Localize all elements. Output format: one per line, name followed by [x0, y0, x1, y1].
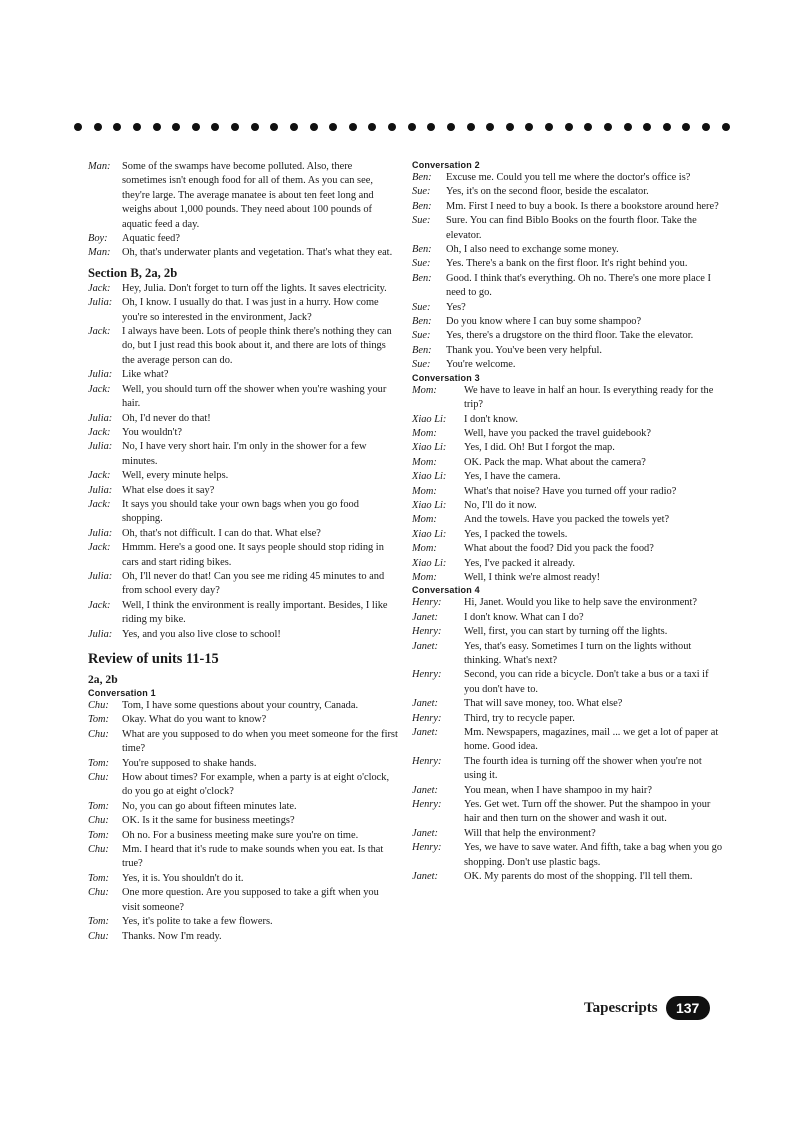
dialogue-text: Yes? — [446, 301, 466, 313]
dialogue-text: One more question. Are you supposed to take a gift when you visit someone? — [122, 887, 379, 913]
dialogue-line — [88, 570, 398, 599]
dialogue-line — [412, 243, 724, 257]
dialogue-text: Mm. Newspapers, magazines, mail ... we get a lot of paper at home. Good idea. — [464, 727, 719, 753]
dialogue-line — [88, 440, 398, 469]
dialogue-text: Oh, I know. I usually do that. I was just in a hurry. How come you're so interested in the environment, Jack? — [122, 297, 379, 323]
speaker-label: Jack: — [88, 282, 111, 294]
dialogue-line — [88, 426, 398, 440]
speaker-label: Janet: — [412, 871, 438, 883]
dialogue-text: No, you can go about fifteen minutes late. — [122, 800, 297, 812]
dialogue-line — [88, 713, 398, 727]
dialogue-line — [412, 329, 724, 343]
dialogue-text: Oh no. For a business meeting make sure you're on time. — [122, 829, 359, 841]
dialogue-text: Yes, there's a drugstore on the third floor. Take the elevator. — [446, 330, 694, 342]
dialogue-line — [412, 668, 724, 697]
dialogue-text: Oh, that's not difficult. I can do that. What else? — [122, 527, 321, 539]
rule-dot — [388, 123, 396, 131]
dialogue-line — [412, 784, 724, 798]
dialogue-text: Thanks. Now I'm ready. — [122, 930, 222, 942]
dialogue-line — [88, 296, 398, 325]
rule-dot — [525, 123, 533, 131]
dialogue-text: What else does it say? — [122, 484, 215, 496]
dialogue-line — [88, 541, 398, 570]
dialogue-line — [412, 640, 724, 669]
rule-dot — [211, 123, 219, 131]
speaker-label: Man: — [88, 247, 111, 259]
dialogue-text: Yes, that's easy. Sometimes I turn on the lights without thinking. What's next? — [464, 640, 692, 666]
dialogue-text: What's that noise? Have you turned off your radio? — [464, 485, 677, 497]
speaker-label: Jack: — [88, 498, 111, 510]
dialogue-text: Oh, I also need to exchange some money. — [446, 244, 619, 256]
dialogue-text: Hmmm. Here's a good one. It says people should stop riding in cars and start riding bikes. — [122, 542, 384, 568]
dialogue-line — [88, 829, 398, 843]
dialogue-line — [412, 315, 724, 329]
speaker-label: Chu: — [88, 728, 109, 740]
footer-label: Tapescripts — [584, 999, 658, 1016]
dialogue-text: Like what? — [122, 369, 169, 381]
speaker-label: Janet: — [412, 784, 438, 796]
sub-heading: 2a, 2b — [88, 673, 118, 686]
speaker-label: Julia: — [88, 412, 113, 424]
speaker-label: Julia: — [88, 369, 113, 381]
dialogue-text: Do you know where I can buy some shampoo? — [446, 316, 642, 328]
dialogue-line — [412, 185, 724, 199]
speaker-label: Xiao Li: — [412, 499, 447, 511]
dialogue-line — [412, 257, 724, 271]
dialogue-line — [412, 384, 724, 413]
dialogue-line — [88, 771, 398, 800]
speaker-label: Ben: — [412, 172, 432, 183]
speaker-label: Sue: — [412, 301, 431, 313]
speaker-label: Jack: — [88, 599, 111, 611]
dialogue-line — [88, 930, 398, 944]
speaker-label: Chu: — [88, 700, 109, 711]
speaker-label: Ben: — [412, 200, 432, 212]
conversation-heading: Conversation 1 — [88, 688, 156, 698]
dialogue-line — [412, 499, 724, 513]
dialogue-line — [88, 728, 398, 757]
dialogue-text: Well, first, you can start by turning off the lights. — [464, 626, 668, 638]
conversation-heading: Conversation 3 — [412, 372, 480, 383]
dialogue-text: It says you should take your own bags when you go food shopping. — [122, 498, 359, 525]
rule-dot — [368, 123, 376, 131]
dialogue-line — [88, 412, 398, 426]
rule-dot — [643, 123, 651, 131]
speaker-label: Mom: — [412, 514, 437, 526]
dialogue-line — [88, 886, 398, 915]
speaker-label: Julia: — [88, 441, 113, 453]
dialogue-text: Hey, Julia. Don't forget to turn off the lights. It saves electricity. — [122, 282, 387, 294]
speaker-label: Julia: — [88, 527, 113, 539]
dialogue-line — [88, 469, 398, 483]
rule-dot — [663, 123, 671, 131]
dialogue-text: Excuse me. Could you tell me where the doctor's office is? — [446, 172, 691, 183]
dialogue-text: The fourth idea is turning off the shower when you're not using it. — [464, 755, 702, 782]
speaker-label: Sue: — [412, 330, 431, 342]
rule-dot — [467, 123, 475, 131]
speaker-label: Jack: — [88, 426, 111, 438]
speaker-label: Xiao Li: — [412, 557, 447, 569]
dialogue-line — [88, 160, 398, 232]
rule-dot — [94, 123, 102, 131]
speaker-label: Chu: — [88, 772, 109, 784]
dialogue-line — [412, 528, 724, 542]
speaker-label: Julia: — [88, 484, 113, 496]
dialogue-text: We have to leave in half an hour. Is everything ready for the trip? — [464, 384, 714, 411]
speaker-label: Janet: — [412, 611, 438, 623]
dialogue-line — [88, 757, 398, 771]
speaker-label: Mom: — [412, 384, 437, 396]
dialogue-text: Thank you. You've been very helpful. — [446, 344, 602, 356]
speaker-label: Julia: — [88, 628, 113, 640]
speaker-label: Ben: — [412, 316, 432, 328]
dialogue-text: Oh, that's underwater plants and vegetation. That's what they eat. — [122, 247, 393, 259]
speaker-label: Henry: — [412, 597, 442, 609]
rule-dot — [290, 123, 298, 131]
speaker-label: Chu: — [88, 815, 109, 827]
dialogue-line — [412, 344, 724, 358]
rule-dot — [624, 123, 632, 131]
speaker-label: Tom: — [88, 714, 109, 726]
conversation-heading: Conversation 2 — [412, 160, 480, 170]
dialogue-text: What are you supposed to do when you meet someone for the first time? — [122, 728, 398, 755]
speaker-label: Sue: — [412, 215, 431, 227]
dialogue-line — [412, 611, 724, 625]
rule-dot — [113, 123, 121, 131]
dialogue-line — [412, 470, 724, 484]
dialogue-text: Yes, I have the camera. — [464, 471, 561, 483]
dialogue-text: Aquatic feed? — [122, 233, 180, 245]
dialogue-line — [412, 542, 724, 556]
dialogue-text: Well, every minute helps. — [122, 470, 229, 482]
dialogue-text: How about times? For example, when a party is at eight o'clock, do you go at eight o'clock? — [122, 772, 390, 798]
dialogue-line — [88, 325, 398, 368]
dialogue-text: Well, I think we're almost ready! — [464, 571, 601, 583]
speaker-label: Sue: — [412, 186, 431, 198]
dialogue-text: Yes, we have to save water. And fifth, take a bag when you go shopping. Don't use plastic bags. — [464, 842, 723, 868]
rule-dot — [329, 123, 337, 131]
conversation-heading: Conversation 4 — [412, 585, 480, 596]
dialogue-text: You're supposed to shake hands. — [122, 757, 257, 769]
speaker-label: Jack: — [88, 326, 111, 338]
dialogue-text: Yes, it is. You shouldn't do it. — [122, 872, 244, 884]
right-column — [412, 160, 724, 885]
dialogue-line — [88, 498, 398, 527]
rule-dot — [565, 123, 573, 131]
speaker-label: Ben: — [412, 344, 432, 356]
rule-dot — [702, 123, 710, 131]
dialogue-line — [412, 557, 724, 571]
rule-dot — [506, 123, 514, 131]
dialogue-line — [88, 232, 398, 246]
dialogue-text: Some of the swamps have become polluted. Also, there sometimes isn't enough food for all of them. As you can see, they're large. The average manatee is about ten feet long and weighs about 1,000 pounds. They need about 100 pounds of aquatic feed a day. — [122, 161, 374, 230]
dialogue-text: Mm. First I need to buy a book. Is there a bookstore around here? — [446, 200, 719, 212]
dialogue-line — [412, 513, 724, 527]
dialogue-line — [412, 441, 724, 455]
speaker-label: Tom: — [88, 872, 109, 884]
rule-dot — [133, 123, 141, 131]
dialogue-text: Yes, I did. Oh! But I forgot the map. — [464, 442, 615, 454]
dialogue-text: Hi, Janet. Would you like to help save the environment? — [464, 597, 697, 609]
rule-dot — [545, 123, 553, 131]
speaker-label: Henry: — [412, 842, 442, 854]
review-heading: Review of units 11-15 — [88, 651, 219, 667]
dialogue-line — [412, 870, 724, 884]
dialogue-text: You wouldn't? — [122, 426, 182, 438]
speaker-label: Chu: — [88, 844, 109, 856]
speaker-label: Sue: — [412, 258, 431, 270]
dialogue-line — [412, 755, 724, 784]
dialogue-text: Third, try to recycle paper. — [464, 712, 575, 724]
speaker-label: Xiao Li: — [412, 528, 447, 540]
rule-dot — [231, 123, 239, 131]
dialogue-line — [88, 282, 398, 296]
speaker-label: Xiao Li: — [412, 442, 447, 454]
dialogue-line — [88, 527, 398, 541]
dialogue-text: That will save money, too. What else? — [464, 698, 623, 710]
rule-dot — [486, 123, 494, 131]
speaker-label: Ben: — [412, 272, 432, 284]
dialogue-line — [88, 599, 398, 628]
dialogue-line — [412, 413, 724, 427]
dialogue-text: Will that help the environment? — [464, 827, 596, 839]
dialogue-line — [412, 697, 724, 711]
speaker-label: Mom: — [412, 571, 437, 583]
dialogue-line — [412, 485, 724, 499]
rule-dot — [74, 123, 82, 131]
rule-dot — [172, 123, 180, 131]
speaker-label: Henry: — [412, 755, 442, 767]
dialogue-line — [412, 427, 724, 441]
rule-dot — [682, 123, 690, 131]
dialogue-line — [412, 358, 724, 372]
dialogue-line — [88, 872, 398, 886]
rule-dot — [722, 123, 730, 131]
dialogue-text: Second, you can ride a bicycle. Don't take a bus or a taxi if you don't have to. — [464, 669, 709, 695]
dialogue-text: Yes. Get wet. Turn off the shower. Put the shampoo in your hair and then turn on the shower and wash it out. — [464, 799, 711, 825]
rule-dot — [153, 123, 161, 131]
dialogue-line — [88, 843, 398, 872]
dialogue-text: Yes, and you also live close to school! — [122, 628, 281, 640]
dialogue-text: Yes, I've packed it already. — [464, 557, 575, 569]
dialogue-line — [88, 814, 398, 828]
dialogue-text: Oh, I'd never do that! — [122, 412, 211, 424]
speaker-label: Henry: — [412, 799, 442, 811]
speaker-label: Henry: — [412, 626, 442, 638]
speaker-label: Tom: — [88, 916, 109, 928]
dialogue-line — [88, 368, 398, 382]
speaker-label: Jack: — [88, 542, 111, 554]
dialogue-text: Yes. There's a bank on the first floor. It's right behind you. — [446, 258, 688, 270]
dialogue-line — [412, 214, 724, 243]
dotted-rule — [74, 121, 730, 133]
speaker-label: Janet: — [412, 727, 438, 739]
rule-dot — [310, 123, 318, 131]
dialogue-text: I always have been. Lots of people think there's nothing they can do, but I just read this book about it, and there are lots of things the average person can do. — [122, 326, 392, 366]
dialogue-text: You mean, when I have shampoo in my hair? — [464, 784, 652, 796]
speaker-label: Henry: — [412, 712, 442, 724]
dialogue-line — [88, 383, 398, 412]
dialogue-text: You're welcome. — [446, 359, 516, 371]
speaker-label: Ben: — [412, 244, 432, 256]
speaker-label: Boy: — [88, 233, 108, 245]
dialogue-text: Yes, I packed the towels. — [464, 528, 568, 540]
dialogue-line — [88, 628, 398, 642]
speaker-label: Tom: — [88, 757, 109, 769]
dialogue-line — [412, 841, 724, 870]
dialogue-text: OK. Pack the map. What about the camera? — [464, 456, 646, 468]
dialogue-text: Sure. You can find Biblo Books on the fourth floor. Take the elevator. — [446, 215, 697, 241]
dialogue-text: Good. I think that's everything. Oh no. There's one more place I need to go. — [446, 272, 711, 299]
speaker-label: Henry: — [412, 669, 442, 681]
dialogue-line — [412, 712, 724, 726]
speaker-label: Chu: — [88, 887, 109, 899]
dialogue-line — [412, 301, 724, 315]
dialogue-text: OK. Is it the same for business meetings? — [122, 815, 295, 827]
dialogue-text: Well, you should turn off the shower when you're washing your hair. — [122, 383, 387, 410]
dialogue-text: No, I'll do it now. — [464, 499, 537, 511]
dialogue-text: Well, have you packed the travel guidebook? — [464, 427, 651, 439]
speaker-label: Janet: — [412, 827, 438, 839]
dialogue-text: Yes, it's on the second floor, beside the escalator. — [446, 186, 649, 198]
dialogue-text: Tom, I have some questions about your country, Canada. — [122, 700, 359, 711]
speaker-label: Julia: — [88, 297, 113, 309]
speaker-label: Mom: — [412, 485, 437, 497]
rule-dot — [270, 123, 278, 131]
speaker-label: Jack: — [88, 470, 111, 482]
dialogue-line — [412, 171, 724, 185]
speaker-label: Mom: — [412, 543, 437, 555]
speaker-label: Chu: — [88, 930, 109, 942]
dialogue-line — [88, 246, 398, 260]
speaker-label: Mom: — [412, 427, 437, 439]
dialogue-line — [412, 272, 724, 301]
speaker-label: Tom: — [88, 800, 109, 812]
dialogue-line — [412, 726, 724, 755]
speaker-label: Julia: — [88, 570, 113, 582]
speaker-label: Xiao Li: — [412, 413, 447, 425]
dialogue-line — [88, 915, 398, 929]
dialogue-text: Mm. I heard that it's rude to make sounds when you eat. Is that true? — [122, 844, 384, 870]
dialogue-line — [412, 456, 724, 470]
speaker-label: Jack: — [88, 383, 111, 395]
rule-dot — [427, 123, 435, 131]
dialogue-text: No, I have very short hair. I'm only in the shower for a few minutes. — [122, 441, 367, 467]
dialogue-line — [412, 571, 724, 585]
rule-dot — [349, 123, 357, 131]
speaker-label: Man: — [88, 161, 111, 172]
speaker-label: Sue: — [412, 359, 431, 371]
rule-dot — [251, 123, 259, 131]
dialogue-text: I don't know. — [464, 413, 519, 425]
speaker-label: Mom: — [412, 456, 437, 468]
rule-dot — [604, 123, 612, 131]
left-column — [88, 160, 398, 944]
dialogue-text: Okay. What do you want to know? — [122, 714, 267, 726]
dialogue-line — [412, 798, 724, 827]
section-heading: Section B, 2a, 2b — [88, 265, 178, 280]
dialogue-line — [88, 699, 398, 713]
dialogue-text: Yes, it's polite to take a few flowers. — [122, 916, 273, 928]
dialogue-text: Well, I think the environment is really important. Besides, I like riding my bike. — [122, 599, 388, 626]
speaker-label: Janet: — [412, 640, 438, 652]
rule-dot — [408, 123, 416, 131]
page-footer — [584, 996, 710, 1020]
dialogue-text: Oh, I'll never do that! Can you see me riding 45 minutes to and from school every day? — [122, 570, 385, 597]
dialogue-text: I don't know. What can I do? — [464, 611, 584, 623]
page-number-badge: 137 — [666, 996, 710, 1020]
speaker-label: Tom: — [88, 829, 109, 841]
rule-dot — [192, 123, 200, 131]
dialogue-line — [412, 596, 724, 610]
rule-dot — [584, 123, 592, 131]
speaker-label: Janet: — [412, 698, 438, 710]
dialogue-line — [412, 625, 724, 639]
dialogue-text: OK. My parents do most of the shopping. I'll tell them. — [464, 871, 693, 883]
speaker-label: Xiao Li: — [412, 471, 447, 483]
dialogue-line — [412, 200, 724, 214]
dialogue-text: And the towels. Have you packed the towels yet? — [464, 514, 670, 526]
rule-dot — [447, 123, 455, 131]
dialogue-line — [88, 800, 398, 814]
dialogue-line — [412, 827, 724, 841]
dialogue-text: What about the food? Did you pack the food? — [464, 543, 654, 555]
dialogue-line — [88, 484, 398, 498]
